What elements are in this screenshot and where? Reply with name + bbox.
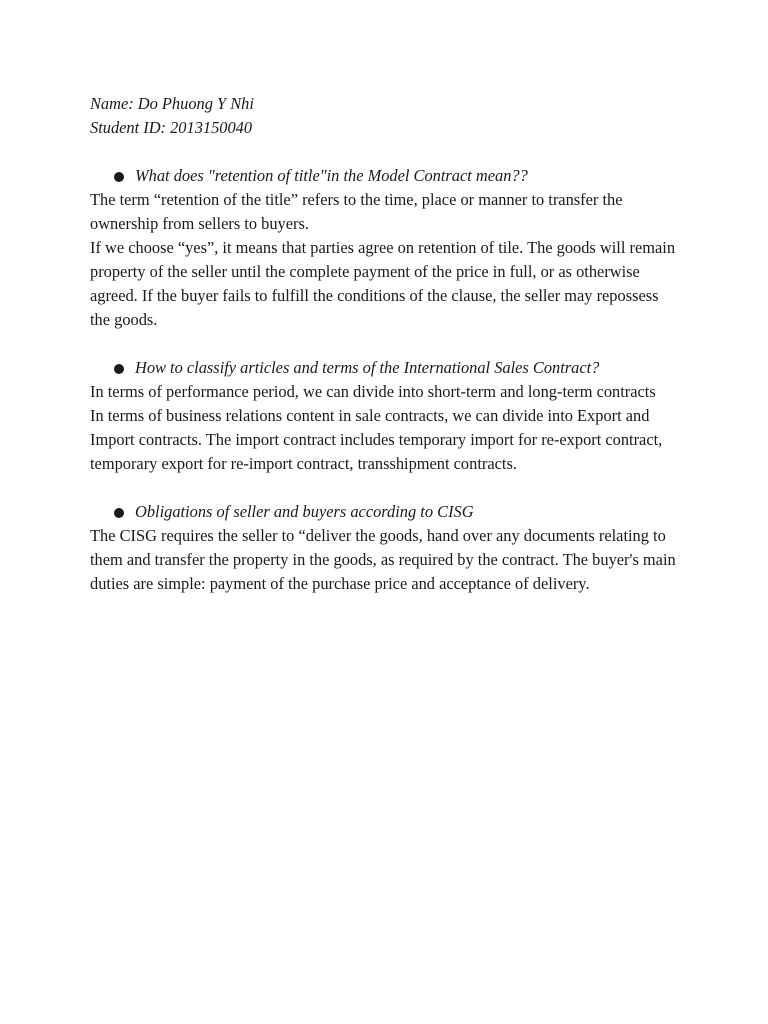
bullet-icon bbox=[114, 172, 124, 182]
question-heading bbox=[90, 356, 680, 380]
question-text: Obligations of seller and buyers according to CISG bbox=[135, 502, 474, 521]
spacer bbox=[90, 476, 680, 500]
question-text: How to classify articles and terms of the International Sales Contract? bbox=[135, 358, 600, 377]
student-id: Student ID: 2013150040 bbox=[90, 118, 253, 137]
section-classify-contracts bbox=[90, 356, 680, 476]
answer-paragraph: The CISG requires the seller to “deliver the goods, hand over any documents relating to them and transfer the property in the goods, as required by the contract. The buyer's main duties are simple: payment of the purchase price and acceptance of delivery. bbox=[90, 526, 676, 593]
section-cisg-obligations bbox=[90, 500, 680, 596]
question-text: What does "retention of title"in the Model Contract mean?? bbox=[135, 166, 528, 185]
section-retention-of-title bbox=[90, 164, 680, 332]
bullet-icon bbox=[114, 364, 124, 374]
document-body bbox=[90, 92, 680, 596]
answer-paragraph: In terms of performance period, we can divide into short-term and long-term contracts bbox=[90, 382, 656, 401]
spacer bbox=[90, 332, 680, 356]
answer-paragraph: In terms of business relations content in sale contracts, we can divide into Export and Import contracts. The import contract includes temporary import for re-export contract, temporary export for re-import contract, transshipment contracts. bbox=[90, 406, 663, 473]
answer-paragraph: The term “retention of the title” refers to the time, place or manner to transfer the ownership from sellers to buyers. bbox=[90, 190, 623, 233]
spacer bbox=[90, 140, 680, 164]
bullet-icon bbox=[114, 508, 124, 518]
question-heading bbox=[90, 500, 680, 524]
question-heading bbox=[90, 164, 680, 188]
student-name: Name: Do Phuong Y Nhi bbox=[90, 94, 254, 113]
answer-paragraph: If we choose “yes”, it means that parties agree on retention of tile. The goods will remain property of the seller until the complete payment of the price in full, or as otherwise agreed. If the buyer fails to fulfill the conditions of the clause, the seller may repossess the goods. bbox=[90, 238, 676, 329]
